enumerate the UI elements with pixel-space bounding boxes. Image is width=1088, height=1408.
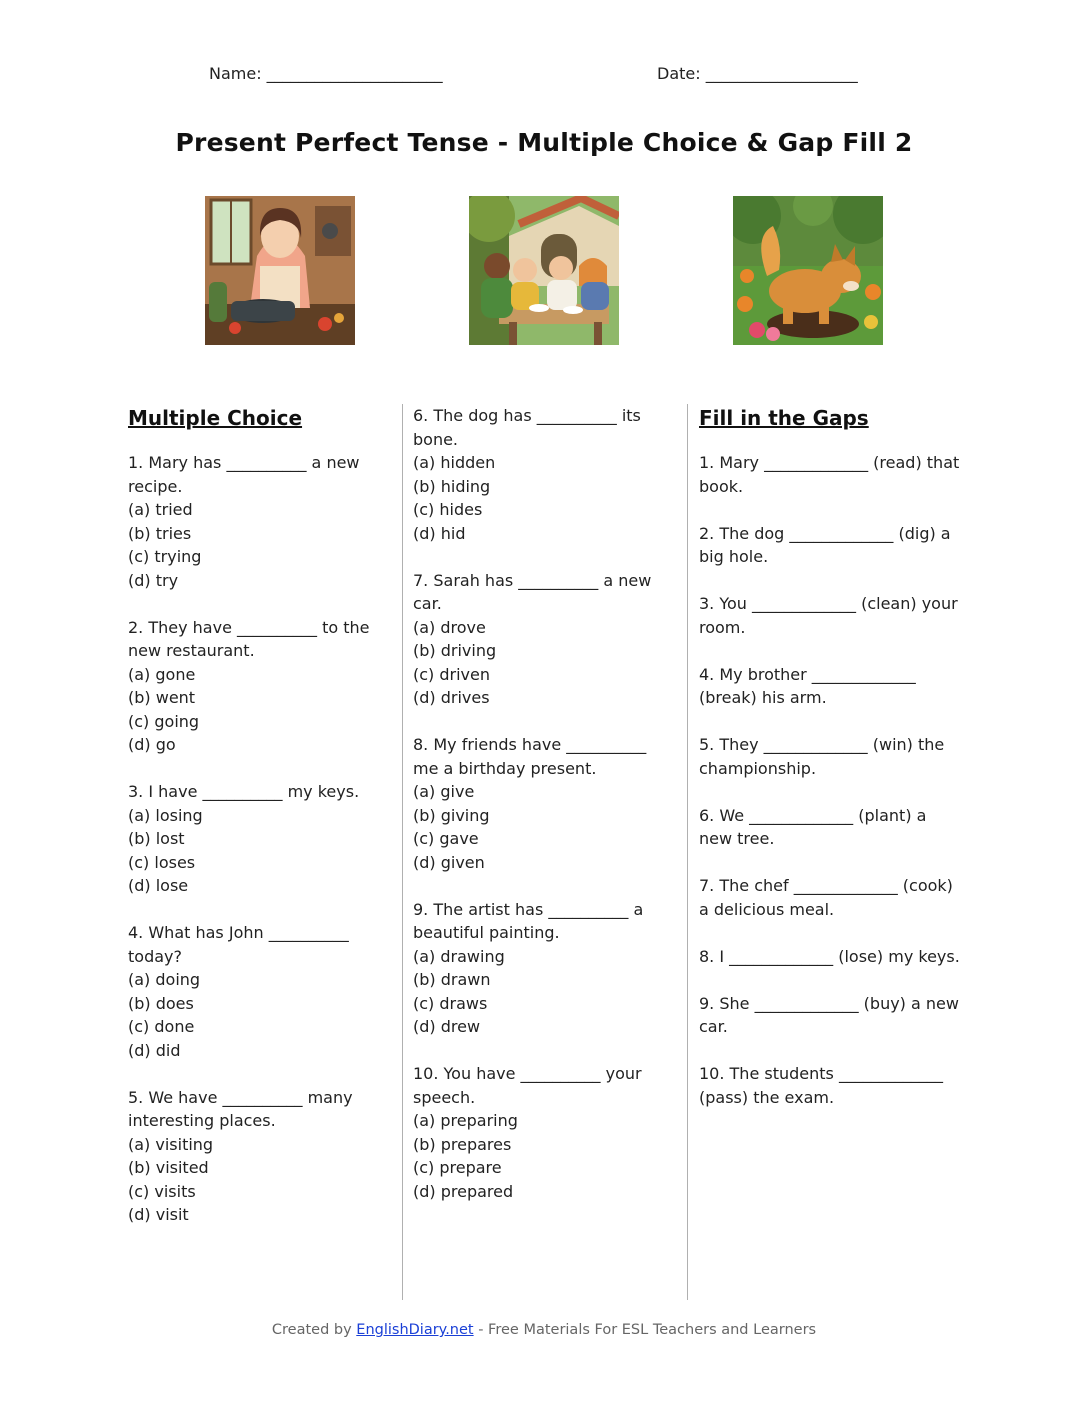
option: (c) going <box>128 711 200 731</box>
mc-question-5 <box>128 1086 378 1227</box>
gap-fill-column <box>699 404 961 1133</box>
gap-item-2: 2. The dog _____________ (dig) a big hole. <box>699 523 951 566</box>
question-text: 4. What has John __________ today? <box>128 923 349 966</box>
option: (a) drawing <box>413 946 505 966</box>
option: (d) visit <box>128 1205 189 1224</box>
option: (c) hides <box>413 500 483 519</box>
mc-question-6 <box>413 404 658 545</box>
column-divider-left <box>402 404 403 1300</box>
question-text: 6. The dog has __________ its bone. <box>413 406 641 449</box>
gap-item-1: 1. Mary _____________ (read) that book. <box>699 453 960 496</box>
gap-item-10: 10. The students _____________ (pass) the exam. <box>699 1064 943 1107</box>
option: (c) driven <box>413 664 490 684</box>
question-text: 5. We have __________ many interesting places. <box>128 1087 353 1130</box>
option: (b) drawn <box>413 970 491 989</box>
dog-digging-illustration <box>733 196 883 345</box>
option: (a) drove <box>413 617 486 637</box>
question-text: 2. They have __________ to the new restaurant. <box>128 617 370 660</box>
mc-question-10 <box>413 1062 658 1203</box>
gap-item-7: 7. The chef _____________ (cook) a delicious meal. <box>699 876 953 919</box>
option: (d) given <box>413 852 485 872</box>
option: (d) try <box>128 570 179 590</box>
column-divider-right <box>687 404 688 1300</box>
option: (a) give <box>413 782 475 801</box>
multiple-choice-column-1 <box>128 404 378 1250</box>
restaurant-friends-illustration <box>469 196 619 345</box>
option: (d) go <box>128 735 176 754</box>
mc-question-1 <box>128 451 378 592</box>
mc-question-8 <box>413 733 658 874</box>
option: (a) hidden <box>413 453 496 472</box>
option: (b) visited <box>128 1158 209 1177</box>
date-field-label: Date: ___________________ <box>657 64 858 83</box>
footer <box>0 1322 1088 1338</box>
gap-item-9: 9. She _____________ (buy) a new car. <box>699 993 959 1036</box>
question-text: 7. Sarah has __________ a new car. <box>413 570 652 613</box>
question-text: 8. My friends have __________ me a birthday present. <box>413 735 647 778</box>
footer-suffix: - Free Materials For ESL Teachers and Learners <box>473 1322 817 1338</box>
option: (a) visiting <box>128 1134 214 1154</box>
englishdiary-link[interactable]: EnglishDiary.net <box>356 1322 474 1338</box>
option: (b) driving <box>413 641 497 660</box>
option: (d) drew <box>413 1017 481 1036</box>
mc-question-3 <box>128 780 378 898</box>
option: (a) tried <box>128 500 193 519</box>
option: (c) done <box>128 1017 195 1036</box>
option: (b) giving <box>413 805 490 825</box>
gap-item-6: 6. We _____________ (plant) a new tree. <box>699 805 927 848</box>
option: (a) doing <box>128 970 201 989</box>
gap-item-3: 3. You _____________ (clean) your room. <box>699 594 958 637</box>
footer-prefix: Created by <box>271 1322 357 1338</box>
multiple-choice-heading: Multiple Choice <box>128 406 303 430</box>
option: (c) loses <box>128 852 196 872</box>
question-text: 9. The artist has __________ a beautiful painting. <box>413 899 644 942</box>
question-text: 10. You have __________ your speech. <box>413 1064 642 1107</box>
option: (d) did <box>128 1040 181 1060</box>
option: (d) drives <box>413 688 490 707</box>
option: (b) does <box>128 993 194 1013</box>
option: (a) gone <box>128 664 196 684</box>
mc-question-2 <box>128 616 378 757</box>
mc-question-7 <box>413 569 658 710</box>
gap-item-4: 4. My brother _____________ (break) his arm. <box>699 664 916 707</box>
cooking-illustration <box>205 196 355 345</box>
option: (b) hiding <box>413 476 491 496</box>
option: (c) gave <box>413 829 479 848</box>
gap-fill-heading: Fill in the Gaps <box>699 406 869 430</box>
gap-item-5: 5. They _____________ (win) the championship. <box>699 735 945 778</box>
option: (b) prepares <box>413 1134 512 1154</box>
option: (c) visits <box>128 1181 196 1201</box>
mc-question-9 <box>413 898 658 1039</box>
option: (b) tries <box>128 523 192 543</box>
multiple-choice-column-2 <box>413 404 658 1227</box>
option: (a) losing <box>128 805 203 825</box>
option: (c) trying <box>128 547 202 566</box>
option: (b) lost <box>128 829 185 848</box>
page-title: Present Perfect Tense - Multiple Choice & Gap Fill 2 <box>175 128 913 157</box>
option: (c) draws <box>413 993 488 1013</box>
gap-item-8: 8. I _____________ (lose) my keys. <box>699 946 960 966</box>
option: (d) hid <box>413 523 466 543</box>
option: (d) prepared <box>413 1181 514 1201</box>
name-field-label: Name: ______________________ <box>209 64 443 83</box>
option: (a) preparing <box>413 1111 518 1130</box>
option: (b) went <box>128 688 196 707</box>
question-text: 3. I have __________ my keys. <box>128 782 360 801</box>
option: (c) prepare <box>413 1158 502 1177</box>
question-text: 1. Mary has __________ a new recipe. <box>128 453 360 496</box>
mc-question-4 <box>128 921 378 1062</box>
option: (d) lose <box>128 876 189 895</box>
